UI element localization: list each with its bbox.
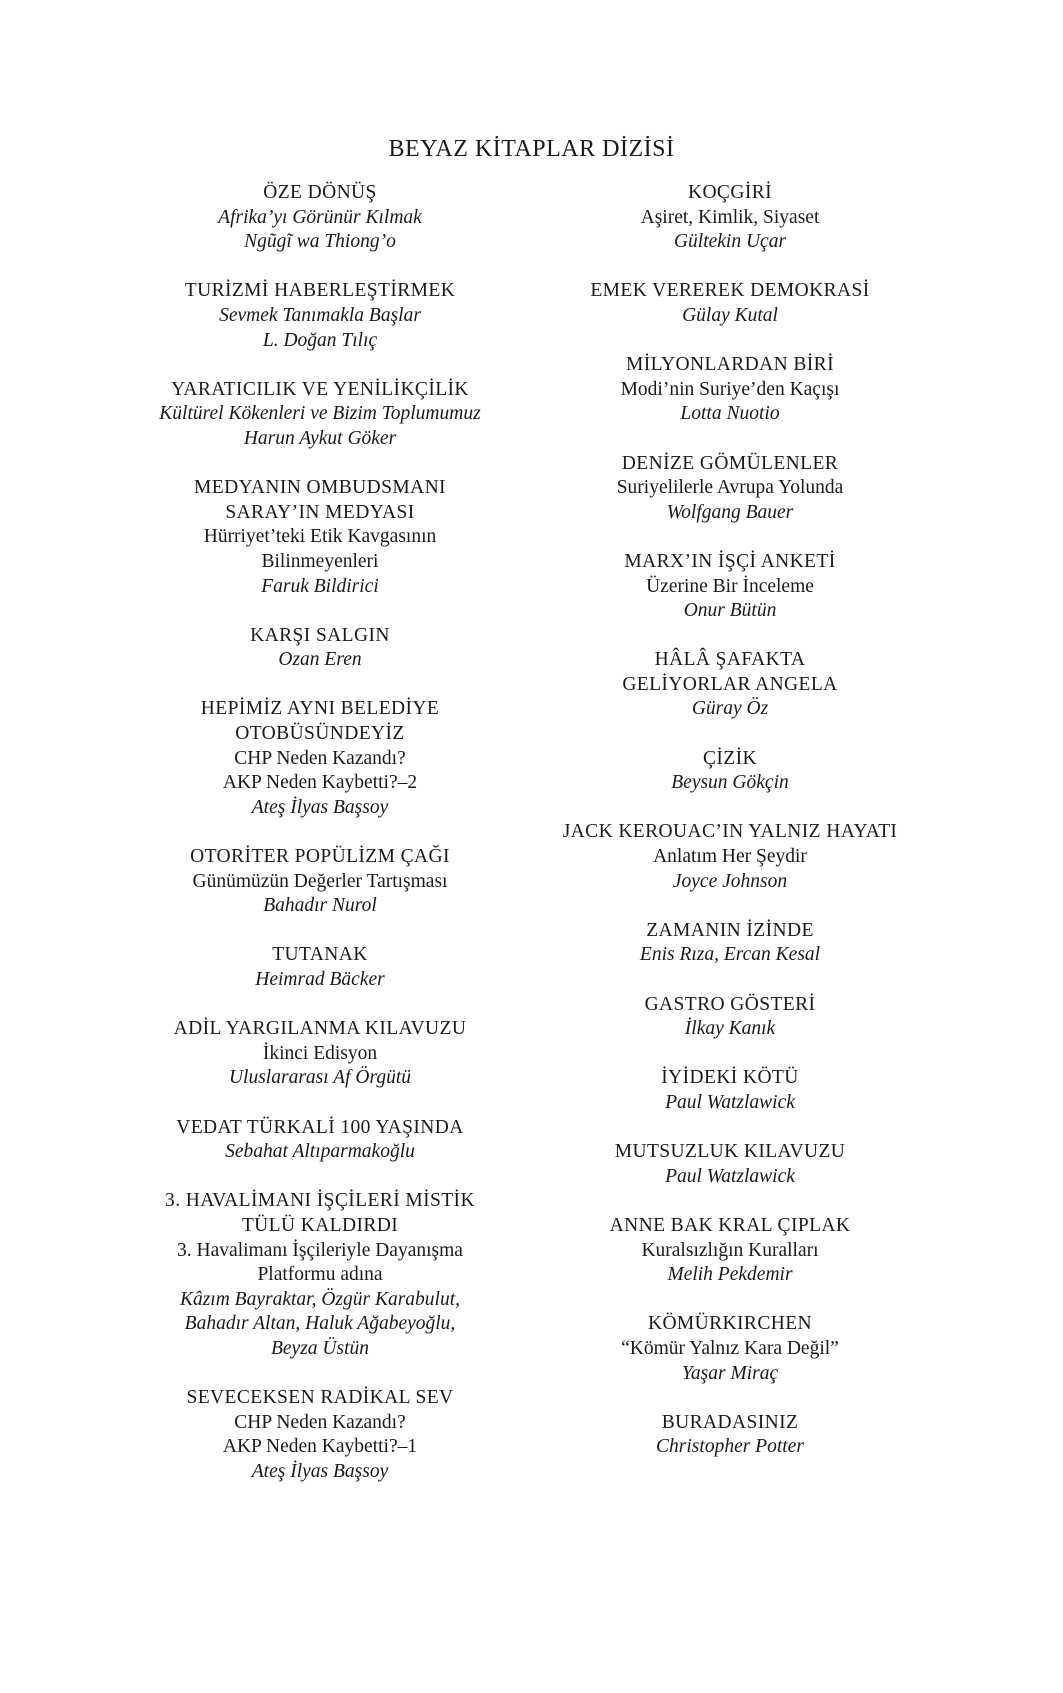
book-subtitle-line: CHP Neden Kazandı? xyxy=(234,747,406,769)
book-italic-line: Wolfgang Bauer xyxy=(666,501,794,523)
book-subtitle-line: CHP Neden Kazandı? xyxy=(234,1411,406,1433)
book-subtitle-line: AKP Neden Kaybetti?–2 xyxy=(222,772,418,794)
book-italic-line: Ozan Eren xyxy=(278,649,362,671)
book-title-line: MİLYONLARDAN BİRİ xyxy=(626,354,834,376)
book-italic-line: Sebahat Altıparmakoğlu xyxy=(225,1141,415,1163)
book-entry xyxy=(530,820,930,894)
book-title-line: OTORİTER POPÜLİZM ÇAĞI xyxy=(190,846,450,868)
book-subtitle-line: Anlatım Her Şeydir xyxy=(653,846,807,868)
book-italic-line: Kâzım Bayraktar, Özgür Karabulut, xyxy=(179,1288,461,1310)
book-entry xyxy=(530,648,930,722)
book-subtitle-line: Hürriyet’teki Etik Kavgasının xyxy=(203,526,437,548)
book-italic-line: Bahadır Nurol xyxy=(263,895,377,917)
book-italic-line: Kültürel Kökenleri ve Bizim Toplumumuz xyxy=(159,403,481,425)
page-title: BEYAZ KİTAPLAR DİZİSİ xyxy=(388,136,675,162)
book-entry xyxy=(130,476,510,599)
book-entry xyxy=(530,1312,930,1386)
book-italic-line: Paul Watzlawick xyxy=(665,1165,795,1187)
book-italic-line: Ateş İlyas Başsoy xyxy=(251,1460,389,1482)
book-title-line: DENİZE GÖMÜLENLER xyxy=(621,452,839,474)
book-title-line: JACK KEROUAC’IN YALNIZ HAYATI xyxy=(562,821,898,843)
book-entry xyxy=(130,378,510,452)
left-book-column xyxy=(130,181,510,1509)
book-title-line: TURİZMİ HABERLEŞTİRMEK xyxy=(184,280,456,302)
book-entry xyxy=(530,279,930,328)
book-title-line: KARŞI SALGIN xyxy=(250,624,390,646)
book-italic-line: Gültekin Uçar xyxy=(673,231,787,253)
book-subtitle-line: “Kömür Yalnız Kara Değil” xyxy=(621,1337,839,1359)
book-italic-line: Uluslararası Af Örgütü xyxy=(228,1067,412,1089)
book-title-line: 3. HAVALİMANI İŞÇİLERİ MİSTİK xyxy=(165,1190,475,1212)
book-italic-line: Christopher Potter xyxy=(656,1436,804,1458)
book-subtitle-line: Aşiret, Kimlik, Siyaset xyxy=(640,206,820,228)
book-title-line: EMEK VEREREK DEMOKRASİ xyxy=(590,280,870,302)
book-italic-line: Ngũgĩ wa Thiong’o xyxy=(244,231,396,253)
book-entry xyxy=(530,181,930,255)
book-italic-line: Gülay Kutal xyxy=(682,304,778,326)
book-title-line: TÜLÜ KALDIRDI xyxy=(241,1214,399,1236)
book-italic-line: Ateş İlyas Başsoy xyxy=(251,796,389,818)
book-entry xyxy=(530,452,930,526)
book-title-line: GASTRO GÖSTERİ xyxy=(644,993,816,1015)
book-title-line: ÖZE DÖNÜŞ xyxy=(263,182,377,203)
book-entry xyxy=(130,1017,510,1091)
book-title-line: KÖMÜRKIRCHEN xyxy=(647,1313,813,1335)
book-italic-line: Bahadır Altan, Haluk Ağabeyoğlu, xyxy=(184,1313,456,1335)
book-entry xyxy=(130,845,510,919)
book-entry xyxy=(530,747,930,796)
book-italic-line: Harun Aykut Göker xyxy=(243,427,397,449)
book-italic-line: Faruk Bildirici xyxy=(261,575,379,597)
book-subtitle-line: Üzerine Bir İnceleme xyxy=(646,575,814,597)
book-italic-line: Beyza Üstün xyxy=(270,1337,370,1359)
book-entry xyxy=(530,550,930,624)
book-italic-line: Lotta Nuotio xyxy=(680,403,780,425)
book-italic-line: Afrika’yı Görünür Kılmak xyxy=(218,206,422,228)
book-title-line: OTOBÜSÜNDEYİZ xyxy=(235,723,405,745)
book-title-line: ADİL YARGILANMA KILAVUZU xyxy=(173,1018,467,1040)
book-entry xyxy=(530,1066,930,1115)
book-italic-line: Heimrad Bäcker xyxy=(255,969,385,990)
book-subtitle-line: 3. Havalimanı İşçileriyle Dayanışma xyxy=(177,1239,463,1261)
book-entry xyxy=(130,1116,510,1165)
book-subtitle-line: AKP Neden Kaybetti?–1 xyxy=(222,1436,418,1458)
book-entry xyxy=(130,1386,510,1484)
book-title-line: HEPİMİZ AYNI BELEDİYE xyxy=(200,698,440,720)
book-title-line: ÇİZİK xyxy=(703,747,757,769)
book-title-line: KOÇGİRİ xyxy=(687,182,773,203)
book-entry xyxy=(530,1214,930,1288)
book-entry xyxy=(130,624,510,673)
book-subtitle-line: Modi’nin Suriye’den Kaçışı xyxy=(620,378,840,400)
book-entry xyxy=(130,943,510,992)
right-book-column xyxy=(530,181,930,1484)
book-entry xyxy=(130,181,510,255)
book-entry xyxy=(530,993,930,1042)
book-italic-line: Onur Bütün xyxy=(683,600,777,622)
book-entry xyxy=(530,1411,930,1460)
book-subtitle-line: İkinci Edisyon xyxy=(262,1042,378,1064)
book-title-line: İYİDEKİ KÖTÜ xyxy=(661,1067,799,1089)
book-title-line: ANNE BAK KRAL ÇIPLAK xyxy=(609,1214,851,1236)
book-title-line: MEDYANIN OMBUDSMANI xyxy=(194,477,446,499)
book-title-line: HÂLÂ ŞAFAKTA xyxy=(654,649,806,671)
book-entry xyxy=(530,919,930,968)
book-title-line: MUTSUZLUK KILAVUZU xyxy=(614,1141,846,1163)
book-entry xyxy=(130,279,510,353)
book-italic-line: Sevmek Tanımakla Başlar xyxy=(219,304,421,326)
book-title-line: SEVECEKSEN RADİKAL SEV xyxy=(186,1387,454,1409)
book-title-line: SARAY’IN MEDYASI xyxy=(225,501,415,523)
book-italic-line: Beysun Gökçin xyxy=(671,772,789,794)
book-italic-line: Paul Watzlawick xyxy=(665,1091,795,1113)
book-title-line: BURADASINIZ xyxy=(661,1411,799,1433)
book-italic-line: Yaşar Miraç xyxy=(681,1362,779,1384)
book-italic-line: Enis Rıza, Ercan Kesal xyxy=(639,944,821,966)
book-title-line: ZAMANIN İZİNDE xyxy=(646,919,814,941)
book-subtitle-line: Günümüzün Değerler Tartışması xyxy=(192,870,448,892)
book-italic-line: İlkay Kanık xyxy=(684,1018,776,1040)
book-italic-line: Güray Öz xyxy=(691,698,769,720)
book-entry xyxy=(530,1140,930,1189)
book-italic-line: L. Doğan Tılıç xyxy=(262,329,378,351)
book-subtitle-line: Platformu adına xyxy=(257,1264,383,1286)
book-title-line: TUTANAK xyxy=(272,944,368,966)
book-entry xyxy=(130,1189,510,1361)
book-subtitle-line: Kuralsızlığın Kuralları xyxy=(641,1239,819,1261)
book-italic-line: Joyce Johnson xyxy=(672,870,788,892)
book-title-line: YARATICILIK VE YENİLİKÇİLİK xyxy=(171,378,469,400)
book-italic-line: Melih Pekdemir xyxy=(667,1264,793,1286)
book-entry xyxy=(530,353,930,427)
book-title-line: GELİYORLAR ANGELA xyxy=(622,673,838,695)
book-title-line: VEDAT TÜRKALİ 100 YAŞINDA xyxy=(176,1116,464,1138)
book-entry xyxy=(130,697,510,820)
book-title-line: MARX’IN İŞÇİ ANKETİ xyxy=(624,550,836,572)
book-subtitle-line: Bilinmeyenleri xyxy=(261,550,379,572)
book-subtitle-line: Suriyelilerle Avrupa Yolunda xyxy=(616,477,844,499)
